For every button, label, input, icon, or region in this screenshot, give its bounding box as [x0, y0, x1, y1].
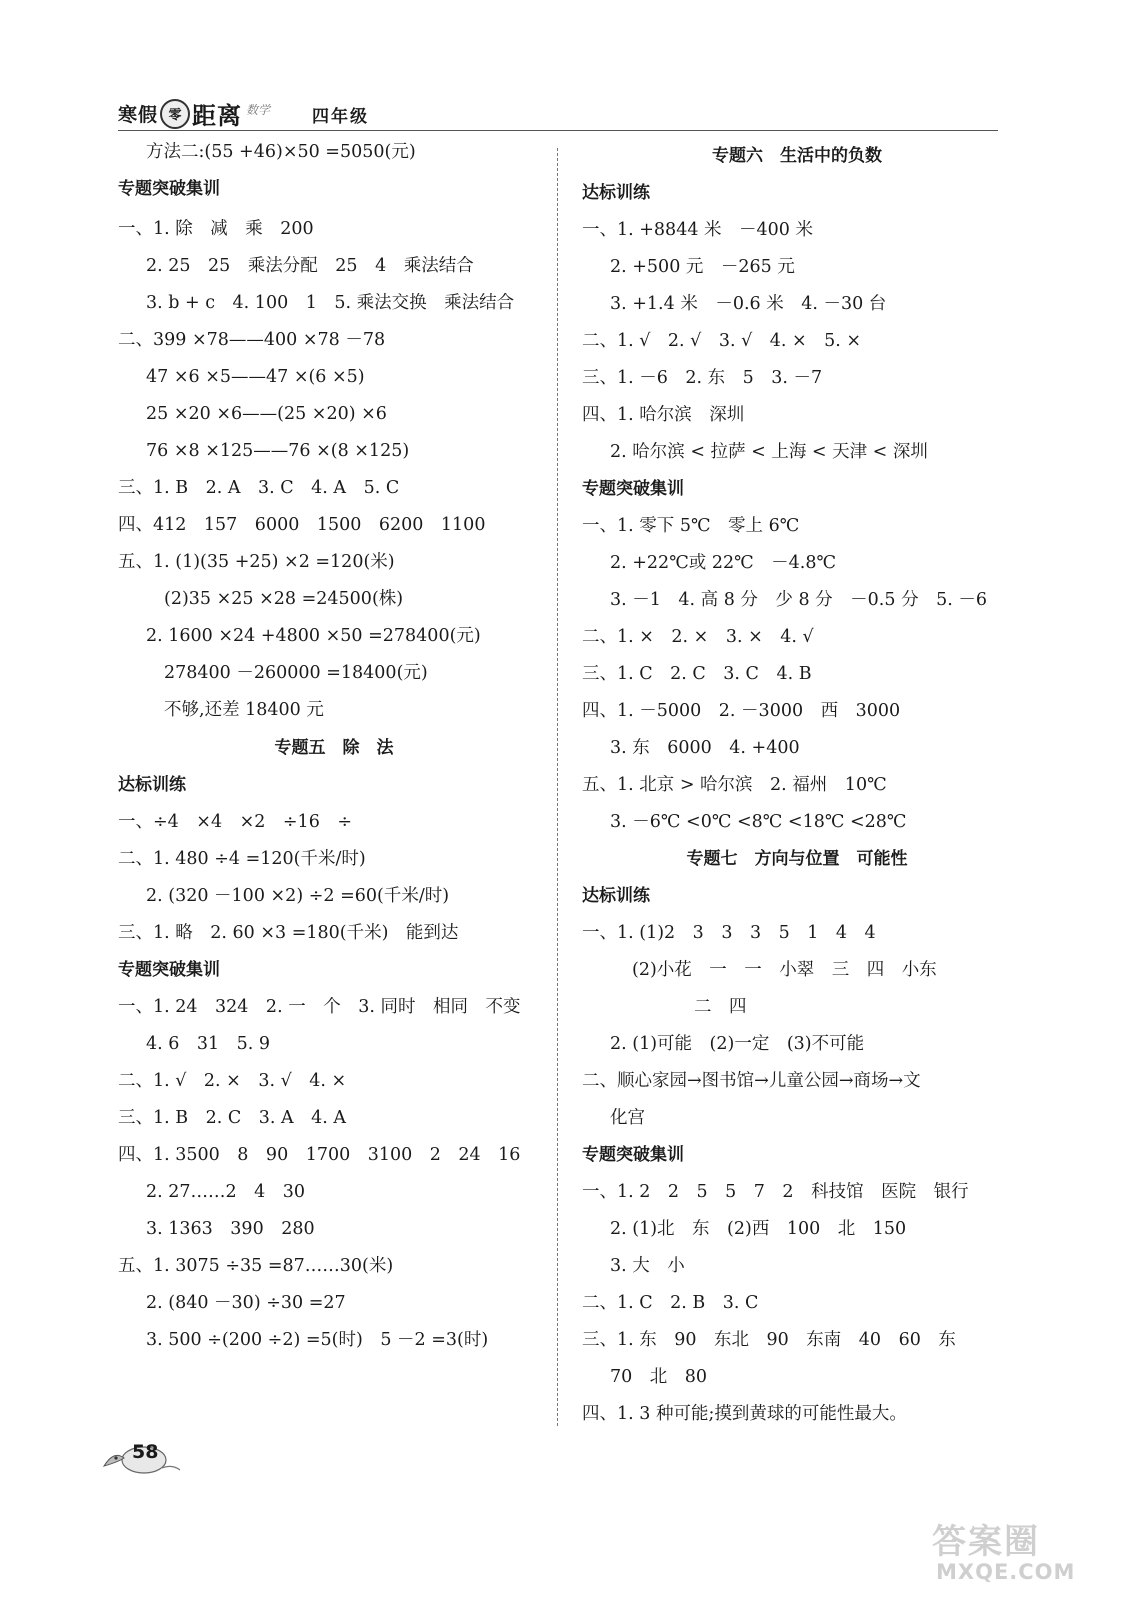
page-number-badge [100, 1440, 182, 1476]
answer-line: 3. 东 6000 4. +400 [610, 738, 800, 758]
answer-line: 化宫 [610, 1108, 645, 1128]
watermark-text: 答案圈 [932, 1522, 1040, 1562]
answer-line: 3. b + c 4. 100 1 5. 乘法交换 乘法结合 [146, 293, 515, 313]
section-heading: 达标训练 [582, 886, 650, 906]
page-number: 58 [132, 1441, 159, 1463]
answer-line: 四、1. 哈尔滨 深圳 [582, 405, 745, 425]
answer-line: 二 四 [694, 997, 747, 1017]
answer-line: 47 ×6 ×5——47 ×(6 ×5) [146, 367, 365, 387]
section-heading: 专题突破集训 [118, 960, 220, 980]
answer-line: 二、399 ×78——400 ×78 －78 [118, 330, 386, 350]
answer-line: 四、1. －5000 2. －3000 西 3000 [582, 701, 901, 721]
answer-line: 三、1. B 2. C 3. A 4. A [118, 1108, 347, 1128]
answer-line: 三、1. 东 90 东北 90 东南 40 60 东 [582, 1330, 956, 1350]
book-logo [118, 96, 270, 131]
answer-line: 二、1. C 2. B 3. C [582, 1293, 759, 1313]
logo-zero-badge: 零 [160, 99, 190, 129]
section-heading: 专题突破集训 [582, 479, 684, 499]
answer-line: 二、1. √ 2. √ 3. √ 4. × 5. × [582, 331, 862, 351]
answer-line: 3. －6℃ <0℃ <8℃ <18℃ <28℃ [610, 812, 907, 832]
answer-line: 2. (1)可能 (2)一定 (3)不可能 [610, 1034, 865, 1054]
answer-line: 一、1. (1)2 3 3 3 5 1 4 4 [582, 923, 876, 943]
answer-line: 3. 1363 390 280 [146, 1219, 315, 1239]
section-heading: 达标训练 [582, 183, 650, 203]
answer-line: (2)35 ×25 ×28 =24500(株) [164, 589, 404, 609]
answer-line: 方法二:(55 +46)×50 =5050(元) [146, 142, 416, 162]
answer-line: 三、1. C 2. C 3. C 4. B [582, 664, 812, 684]
answer-line: 三、1. －6 2. 东 5 3. －7 [582, 368, 823, 388]
answer-line: 一、1. +8844 米 －400 米 [582, 220, 813, 240]
answer-line: 五、1. (1)(35 +25) ×2 =120(米) [118, 552, 395, 572]
answer-line: 三、1. 略 2. 60 ×3 =180(千米) 能到达 [118, 923, 459, 943]
answer-line: 278400 －260000 =18400(元) [164, 663, 428, 683]
answer-line: 3. +1.4 米 －0.6 米 4. －30 台 [610, 294, 887, 314]
logo-text-2: 距离 [192, 101, 243, 130]
answer-line: 3. 500 ÷(200 ÷2) =5(时) 5 －2 =3(时) [146, 1330, 489, 1350]
answer-line: 五、1. 3075 ÷35 =87……30(米) [118, 1256, 394, 1276]
chapter-title: 专题七 方向与位置 可能性 [686, 849, 908, 869]
chapter-title: 专题五 除 法 [274, 738, 394, 758]
answer-line: 一、÷4 ×4 ×2 ÷16 ÷ [118, 812, 352, 832]
answer-line: 不够,还差 18400 元 [164, 700, 324, 720]
answer-line: 2. (1)北 东 (2)西 100 北 150 [610, 1219, 907, 1239]
answer-line: 一、1. 24 324 2. 一 个 3. 同时 相同 不变 [118, 997, 521, 1017]
section-heading: 达标训练 [118, 775, 186, 795]
answer-line: 70 北 80 [610, 1367, 708, 1387]
answer-line: 3. 大 小 [610, 1256, 685, 1276]
answer-line: 3. －1 4. 高 8 分 少 8 分 －0.5 分 5. －6 [610, 590, 987, 610]
answer-line: 4. 6 31 5. 9 [146, 1034, 271, 1054]
answer-line: 一、1. 2 2 5 5 7 2 科技馆 医院 银行 [582, 1182, 969, 1202]
answer-line: 二、1. √ 2. × 3. √ 4. × [118, 1071, 347, 1091]
page-header [118, 96, 998, 131]
answer-line: 三、1. B 2. A 3. C 4. A 5. C [118, 478, 400, 498]
grade-label: 四年级 [312, 107, 369, 127]
answer-line: 2. 27……2 4 30 [146, 1182, 306, 1202]
answer-line: 2. 25 25 乘法分配 25 4 乘法结合 [146, 256, 474, 276]
answer-line: 四、1. 3 种可能;摸到黄球的可能性最大。 [582, 1404, 907, 1424]
watermark-url: MXQE.COM [936, 1560, 1076, 1584]
answer-line: 2. 哈尔滨 < 拉萨 < 上海 < 天津 < 深圳 [610, 442, 928, 462]
answer-line: 二、1. × 2. × 3. × 4. √ [582, 627, 814, 647]
answer-line: 2. (320 －100 ×2) ÷2 =60(千米/时) [146, 886, 450, 906]
answer-line: 四、412 157 6000 1500 6200 1100 [118, 515, 486, 535]
section-heading: 专题突破集训 [582, 1145, 684, 1165]
answer-line: 一、1. 零下 5℃ 零上 6℃ [582, 516, 800, 536]
answer-line: 76 ×8 ×125——76 ×(8 ×125) [146, 441, 410, 461]
answer-line: 四、1. 3500 8 90 1700 3100 2 24 16 [118, 1145, 521, 1165]
answer-line: 25 ×20 ×6——(25 ×20) ×6 [146, 404, 387, 424]
logo-subject: 数学 [246, 103, 271, 117]
answer-line: 五、1. 北京 > 哈尔滨 2. 福州 10℃ [582, 775, 887, 795]
answer-line: 2. +500 元 －265 元 [610, 257, 795, 277]
answer-line: 2. (840 －30) ÷30 =27 [146, 1293, 346, 1313]
section-heading: 专题突破集训 [118, 179, 220, 199]
answer-line: 一、1. 除 减 乘 200 [118, 219, 314, 239]
answer-line: 二、顺心家园→图书馆→儿童公园→商场→文 [582, 1071, 921, 1091]
answer-line: 2. 1600 ×24 +4800 ×50 =278400(元) [146, 626, 481, 646]
watermark [932, 1514, 1092, 1584]
logo-text-1: 寒假 [118, 104, 159, 126]
chapter-title: 专题六 生活中的负数 [712, 146, 882, 166]
column-divider [557, 148, 558, 1426]
answer-line: (2)小花 一 一 小翠 三 四 小东 [632, 960, 937, 980]
answer-line: 2. +22℃或 22℃ －4.8℃ [610, 553, 837, 573]
answer-line: 二、1. 480 ÷4 =120(千米/时) [118, 849, 366, 869]
